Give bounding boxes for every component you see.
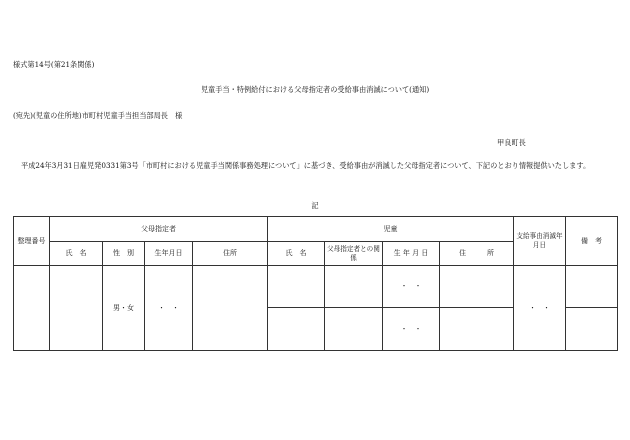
cell-child1-address[interactable] bbox=[440, 266, 514, 308]
form-number: 様式第14号(第21条関係) bbox=[13, 60, 95, 69]
header-parent-gender: 性 別 bbox=[103, 242, 145, 266]
cell-seiri-number[interactable] bbox=[14, 266, 50, 351]
ki-heading: 記 bbox=[311, 201, 319, 210]
header-parent-address: 住所 bbox=[193, 242, 268, 266]
cell-child2-name[interactable] bbox=[268, 308, 325, 351]
cell-remarks-1[interactable] bbox=[566, 266, 618, 308]
body-text: 平成24年3月31日雇児発0331第3号「市町村における児童手当関係事務処理について」に基づき、受給事由が消滅した父母指定者について、下記のとおり情報提供いたします。 bbox=[21, 161, 591, 170]
addressee: (宛先)(児童の住所地)市町村児童手当担当部局長 様 bbox=[13, 111, 183, 120]
header-end-date: 支給事由消滅年月日 bbox=[514, 217, 566, 266]
cell-parent-gender[interactable]: 男・女 bbox=[103, 266, 145, 351]
notification-table bbox=[13, 216, 618, 351]
header-remarks: 備 考 bbox=[566, 217, 618, 266]
table-row bbox=[14, 266, 618, 308]
cell-end-date[interactable]: ・ ・ bbox=[514, 266, 566, 351]
cell-child2-address[interactable] bbox=[440, 308, 514, 351]
header-parent-name: 氏 名 bbox=[50, 242, 103, 266]
cell-child2-relation[interactable] bbox=[325, 308, 383, 351]
cell-parent-address[interactable] bbox=[193, 266, 268, 351]
cell-child1-relation[interactable] bbox=[325, 266, 383, 308]
header-child-birth: 生 年 月 日 bbox=[383, 242, 440, 266]
header-seiri-number: 整理番号 bbox=[14, 217, 50, 266]
header-child-address: 住 所 bbox=[440, 242, 514, 266]
cell-child2-birth[interactable]: ・ ・ bbox=[383, 308, 440, 351]
header-child-group: 児童 bbox=[268, 217, 514, 242]
cell-parent-birth[interactable]: ・ ・ bbox=[145, 266, 193, 351]
sender: 甲良町長 bbox=[497, 138, 526, 147]
header-parent-birth: 生年月日 bbox=[145, 242, 193, 266]
cell-remarks-2[interactable] bbox=[566, 308, 618, 351]
cell-parent-name[interactable] bbox=[50, 266, 103, 351]
header-parent-group: 父母指定者 bbox=[50, 217, 268, 242]
cell-child1-name[interactable] bbox=[268, 266, 325, 308]
document-title: 児童手当・特例給付における父母指定者の受給事由消滅について(通知) bbox=[200, 85, 430, 94]
cell-child1-birth[interactable]: ・ ・ bbox=[383, 266, 440, 308]
header-child-name: 氏 名 bbox=[268, 242, 325, 266]
header-child-relation: 父母指定者との関係 bbox=[325, 242, 383, 266]
